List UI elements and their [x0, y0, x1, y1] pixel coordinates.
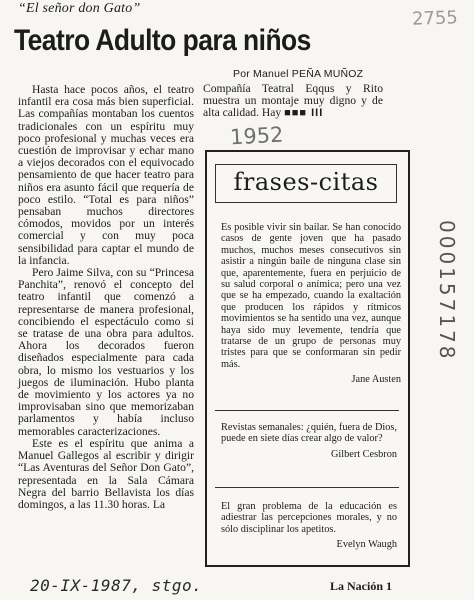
quote-author: Evelyn Waugh [336, 539, 397, 551]
quote [221, 222, 401, 386]
quote [221, 501, 397, 551]
headline: Teatro Adulto para niños [14, 24, 311, 57]
box-title: frases-citas [215, 164, 397, 203]
article-paragraph: Pero Jaime Silva, con su “Princesa Panchita”, renovó el concepto del teatro infantil que comenzó a representarse de manera profesional, concibiendo el espectáculo como si se tratase de una obra para adultos. Ahora los decorados fueron diseñados especialmente para cada obra, lo mismo los vestuarios y los juegos de iluminación. Hubo planta de movimiento y los actores ya no improvisaban sino que memorizaban parlamentos y había incluso memorables caracterizaciones. [18, 266, 194, 438]
quote-text: Es posible vivir sin bailar. Se han conocido casos de gente joven que ha pasado muchos, muchos meses consecutivos sin asistir a ningún baile de ninguna clase sin que, aparentemente, fuera en perjuicio de su salud corporal o anímica; pero una vez que se ha empezado, cuando la exaltación que producen los rápidos y rítmicos movimientos se ha sentido una vez, aunque haya sido muy levemente, tendría que tratarse de un grupo de personas muy tristes para que se conformaran sin pedir más. [221, 222, 401, 370]
end-of-article-mark: ■■■ III [284, 107, 324, 120]
divider [215, 410, 399, 411]
handwritten-number: 2755 [411, 7, 459, 30]
article-paragraph: Este es el espíritu que anima a Manuel Gallegos al escribir y dirigir “Las Aventuras del Señor Don Gato”, representada en la Sala Cámara Negra del barrio Bellavista los días domingos, a las 11.30 horas. La [18, 436, 194, 511]
article-continuation: Compañía Teatral Eqqus y Rito muestra un montaje muy digno y de alta calidad. Hay [203, 82, 383, 120]
source-label: La Nación 1 [330, 579, 393, 593]
handwritten-date: 20-IX-1987, stgo. [30, 576, 203, 595]
handwritten-catalog-number: 000157178 [435, 220, 459, 362]
quote-author: Jane Austen [351, 374, 401, 386]
article-paragraph [203, 83, 383, 120]
quote [221, 422, 397, 460]
quote-text: Revistas semanales: ¿quién, fuera de Dios, puede en siete días crear algo de valor? [221, 422, 397, 445]
article-column-2 [203, 83, 383, 120]
article-column-1 [18, 84, 194, 511]
quotes-box [205, 150, 410, 567]
handwritten-year: 1952 [229, 122, 285, 150]
kicker: “El señor don Gato” [18, 1, 141, 16]
quote-author: Gilbert Cesbron [330, 448, 397, 460]
divider [215, 487, 399, 488]
quote-text: El gran problema de la educación es adiestrar las percepciones morales, y no sólo disciplinar los apetitos. [221, 501, 397, 535]
article-paragraph: Hasta hace pocos años, el teatro infantil era cosa más bien superficial. Las compañías montaban los cuentos tradicionales con un espíritu muy poco profesional y muchas veces era cuestión de improvisar y echar mano a viejos decorados con el equivocado pensamiento de que hacer teatro para niños era asunto fácil que requería de poco estilo. “Total es para niños” pensaban muchos directores cómodos, movidos por un interés comercial y con muy poca sensibilidad para captar el mundo de la infancia. [18, 83, 194, 267]
byline: Por Manuel PEÑA MUÑOZ [233, 68, 364, 80]
